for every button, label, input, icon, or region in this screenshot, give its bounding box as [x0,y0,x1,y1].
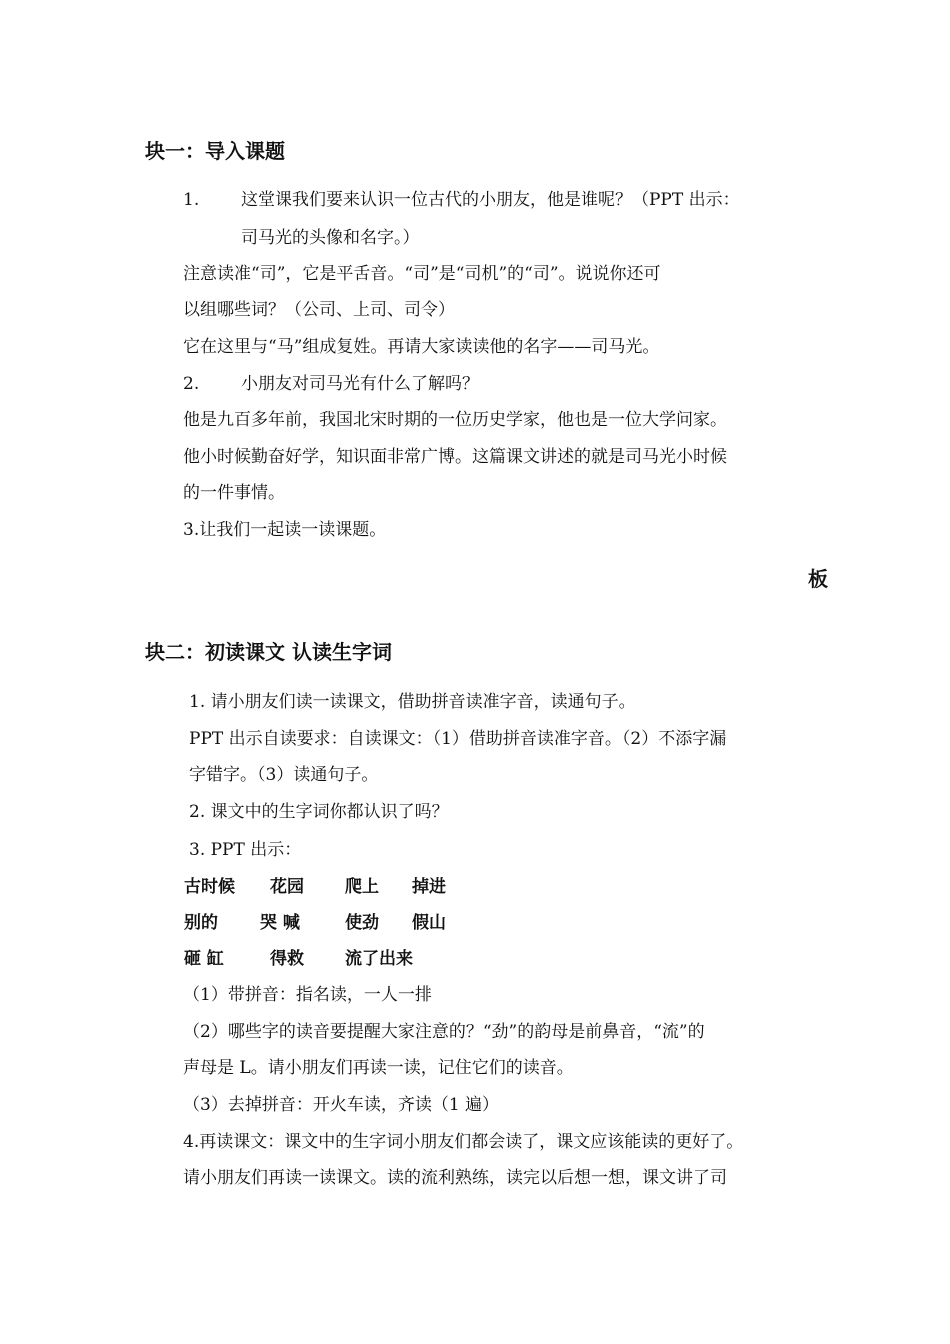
section-heading-1: 块一：导入课题 [145,139,285,163]
list-number: 1. [183,190,200,210]
paragraph: 字错字。（3）读通句子。 [189,765,379,785]
list-item-text: 3. PPT 出示： [189,840,302,860]
paragraph: （3）去掉拼音：开火车读，齐读（1 遍） [183,1095,500,1115]
vocab-word: 哭 喊 [260,913,300,933]
paragraph: 请小朋友们再读一读课文。读的流利熟练，读完以后想一想，课文讲了司 [183,1168,727,1188]
list-item-text: 1. 请小朋友们读一读课文，借助拼音读准字音，读通句子。 [189,692,636,712]
paragraph: 的一件事情。 [183,483,285,503]
vocab-word: 假山 [412,913,446,933]
list-item-text: 2. 课文中的生字词你都认识了吗？ [189,802,449,822]
list-item-text: 司马光的头像和名字。） [241,228,420,248]
vocab-word: 使劲 [345,913,379,933]
paragraph: 它在这里与“马”组成复姓。再请大家读读他的名字——司马光。 [183,337,660,357]
paragraph: 4.再读课文：课文中的生字词小朋友们都会读了，课文应该能读的更好了。 [183,1132,744,1152]
paragraph: 他是九百多年前，我国北宋时期的一位历史学家，他也是一位大学问家。 [183,410,727,430]
vocab-word: 掉进 [412,877,446,897]
paragraph: 他小时候勤奋好学，知识面非常广博。这篇课文讲述的就是司马光小时候 [183,447,727,467]
paragraph: 声母是 L。请小朋友们再读一读，记住它们的读音。 [183,1058,574,1078]
vocab-word: 砸 缸 [184,949,224,969]
list-number: 2. [183,374,200,394]
list-item-text: 这堂课我们要来认识一位古代的小朋友，他是谁呢？（PPT 出示： [241,190,740,210]
vocab-word: 古时候 [184,877,235,897]
vocab-word: 别的 [184,913,218,933]
list-item-text: 小朋友对司马光有什么了解吗？ [241,374,479,394]
vocab-word: 流了出来 [345,949,413,969]
paragraph: 以组哪些词？（公司、上司、司令） [183,300,455,320]
section-heading-2: 块二：初读课文 认读生字词 [145,640,392,664]
paragraph: （1）带拼音：指名读，一人一排 [183,985,432,1005]
side-label: 板 [808,567,828,591]
paragraph: 注意读准“司”，它是平舌音。“司”是“司机”的“司”。说说你还可 [183,264,661,284]
vocab-word: 花园 [270,877,304,897]
vocab-word: 得救 [270,949,304,969]
paragraph: （2）哪些字的读音要提醒大家注意的？“劲”的韵母是前鼻音，“流”的 [183,1022,705,1042]
paragraph: PPT 出示自读要求：自读课文：（1）借助拼音读准字音。（2）不添字漏 [189,729,727,749]
vocab-word: 爬上 [345,877,379,897]
list-item-text: 3.让我们一起读一读课题。 [183,520,387,540]
